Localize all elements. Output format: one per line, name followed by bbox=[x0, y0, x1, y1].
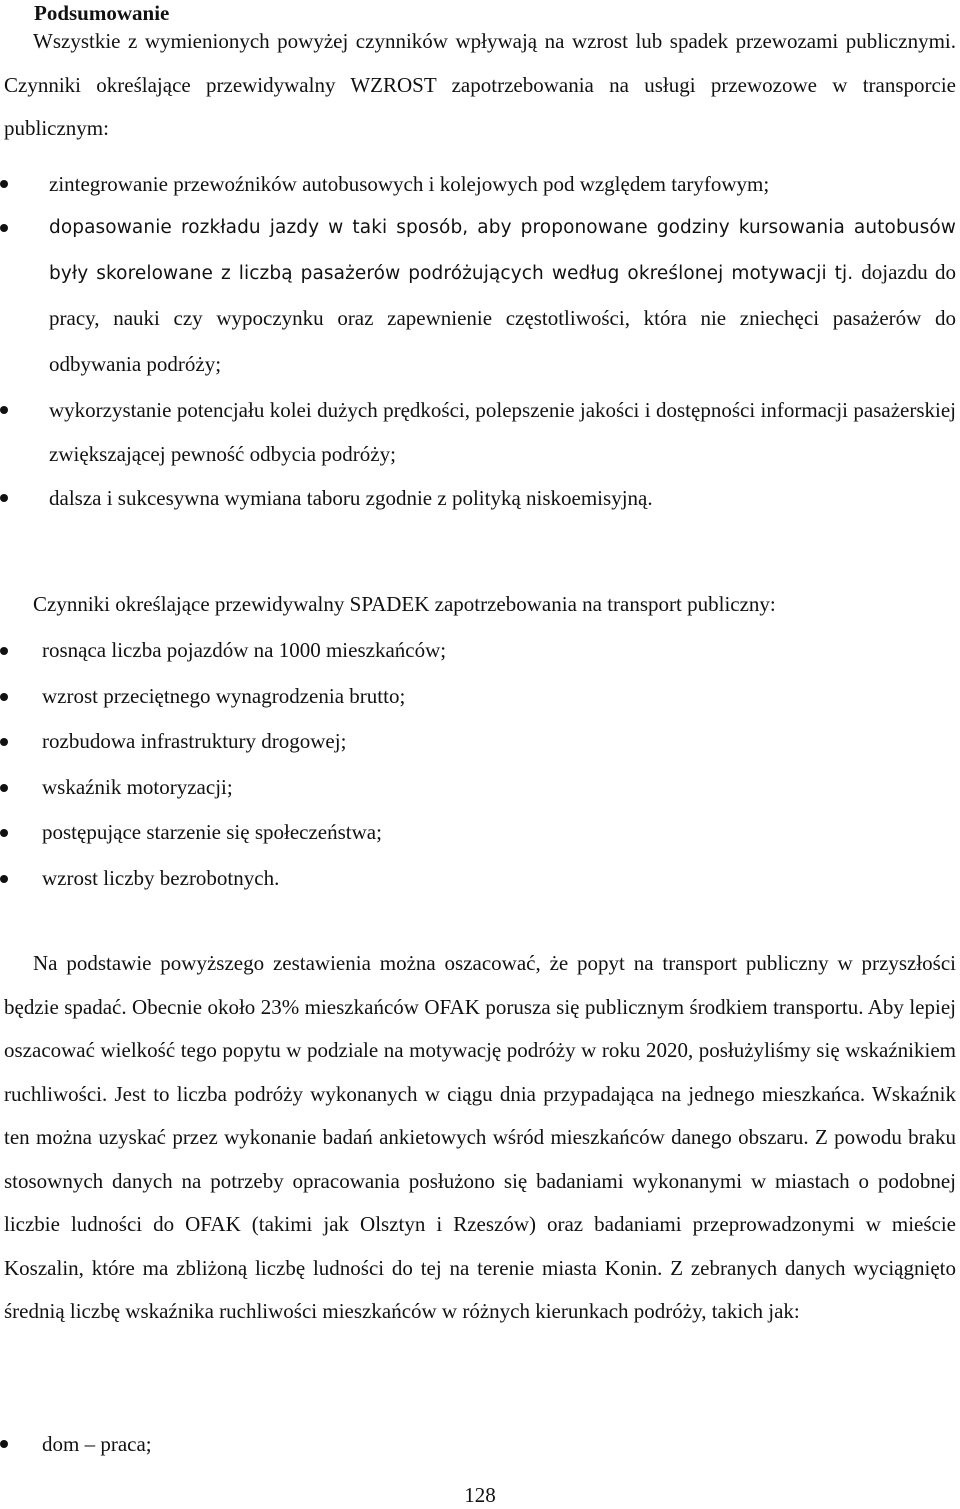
section-heading: Podsumowanie bbox=[34, 1, 170, 25]
intro-rest: przewozami publicznymi. Czynniki określające przewidywalny WZROST zapotrzebowania na usługi przewozowe w transporcie publicznym: bbox=[4, 29, 956, 140]
bullet-icon bbox=[0, 180, 8, 188]
list-item: dalsza i sukcesywna wymiana taboru zgodnie z polityką niskoemisyjną. bbox=[0, 476, 956, 520]
intro-first-line: Wszystkie z wymienionych powyżej czynników wpływają na wzrost lub spadek bbox=[33, 29, 729, 53]
bullet-icon bbox=[0, 738, 8, 746]
bullet-icon bbox=[0, 406, 8, 414]
list-item: rozbudowa infrastruktury drogowej; bbox=[0, 719, 956, 765]
list-item: rosnąca liczba pojazdów na 1000 mieszkańców; bbox=[0, 628, 956, 674]
bullet-icon bbox=[0, 224, 8, 232]
bullet-icon bbox=[0, 829, 8, 837]
intro-paragraph bbox=[4, 20, 956, 151]
list-item: wykorzystanie potencjału kolei dużych prędkości, polepszenie jakości i dostępności informacji pasażerskiej zwiększającej pewność odbycia podróży; bbox=[0, 388, 956, 476]
bullet-icon bbox=[0, 494, 8, 502]
bullet-icon bbox=[0, 784, 8, 792]
list-item: wskaźnik motoryzacji; bbox=[0, 765, 956, 811]
list-item: dopasowanie rozkładu jazdy w taki sposób, aby proponowane godziny kursowania autobusów były skorelowane z liczbą pasażerów podróżujących według określonej motywacji tj. dojazdu do pracy, nauki czy wypoczynku oraz zapewnienie częstotliwości, która nie zniechęci pasażerów do odbywania podróży; bbox=[0, 206, 956, 388]
list-item: wzrost liczby bezrobotnych. bbox=[0, 856, 956, 902]
list-item: dom – praca; bbox=[0, 1422, 956, 1466]
list-item: wzrost przeciętnego wynagrodzenia brutto; bbox=[0, 674, 956, 720]
estimate-paragraph: Na podstawie powyższego zestawienia można oszacować, że popyt na transport publiczny w przyszłości będzie spadać. Obecnie około 23% mieszkańców OFAK porusza się publicznym środkiem transportu. Aby lepiej oszacować wielkość tego popytu w podziale na motywację podróży w roku 2020, posłużyliśmy się wskaźnikiem ruchliwości. Jest to liczba podróży wykonanych w ciągu dnia przypadająca na jednego mieszkańca. Wskaźnik ten można uzyskać przez wykonanie badań ankietowych wśród mieszkańców danego obszaru. Z powodu braku stosownych danych na potrzeby opracowania posłużono się badaniami wykonanymi w miastach o podobnej liczbie ludności do OFAK (takimi jak Olsztyn i Rzeszów) oraz badaniami przeprowadzonymi w mieście Koszalin, które ma zbliżoną liczbę ludności do tej na terenie miasta Konin. Z zebranych danych wyciągnięto średnią liczbę wskaźnika ruchliwości mieszkańców w różnych kierunkach podróży, takich jak: bbox=[4, 951, 956, 1323]
list-item: postępujące starzenie się społeczeństwa; bbox=[0, 810, 956, 856]
growth-factors-list bbox=[0, 162, 956, 520]
bullet-icon bbox=[0, 1440, 8, 1448]
page-number: 128 bbox=[464, 1483, 496, 1507]
list-item: zintegrowanie przewoźników autobusowych i kolejowych pod względem taryfowym; bbox=[0, 162, 956, 206]
decline-factors-list bbox=[0, 628, 956, 901]
bullet-icon bbox=[0, 875, 8, 883]
trip-directions-list bbox=[0, 1422, 956, 1466]
bullet-icon bbox=[0, 647, 8, 655]
bullet-icon bbox=[0, 693, 8, 701]
decline-intro: Czynniki określające przewidywalny SPADEK zapotrzebowania na transport publiczny: bbox=[33, 592, 776, 616]
